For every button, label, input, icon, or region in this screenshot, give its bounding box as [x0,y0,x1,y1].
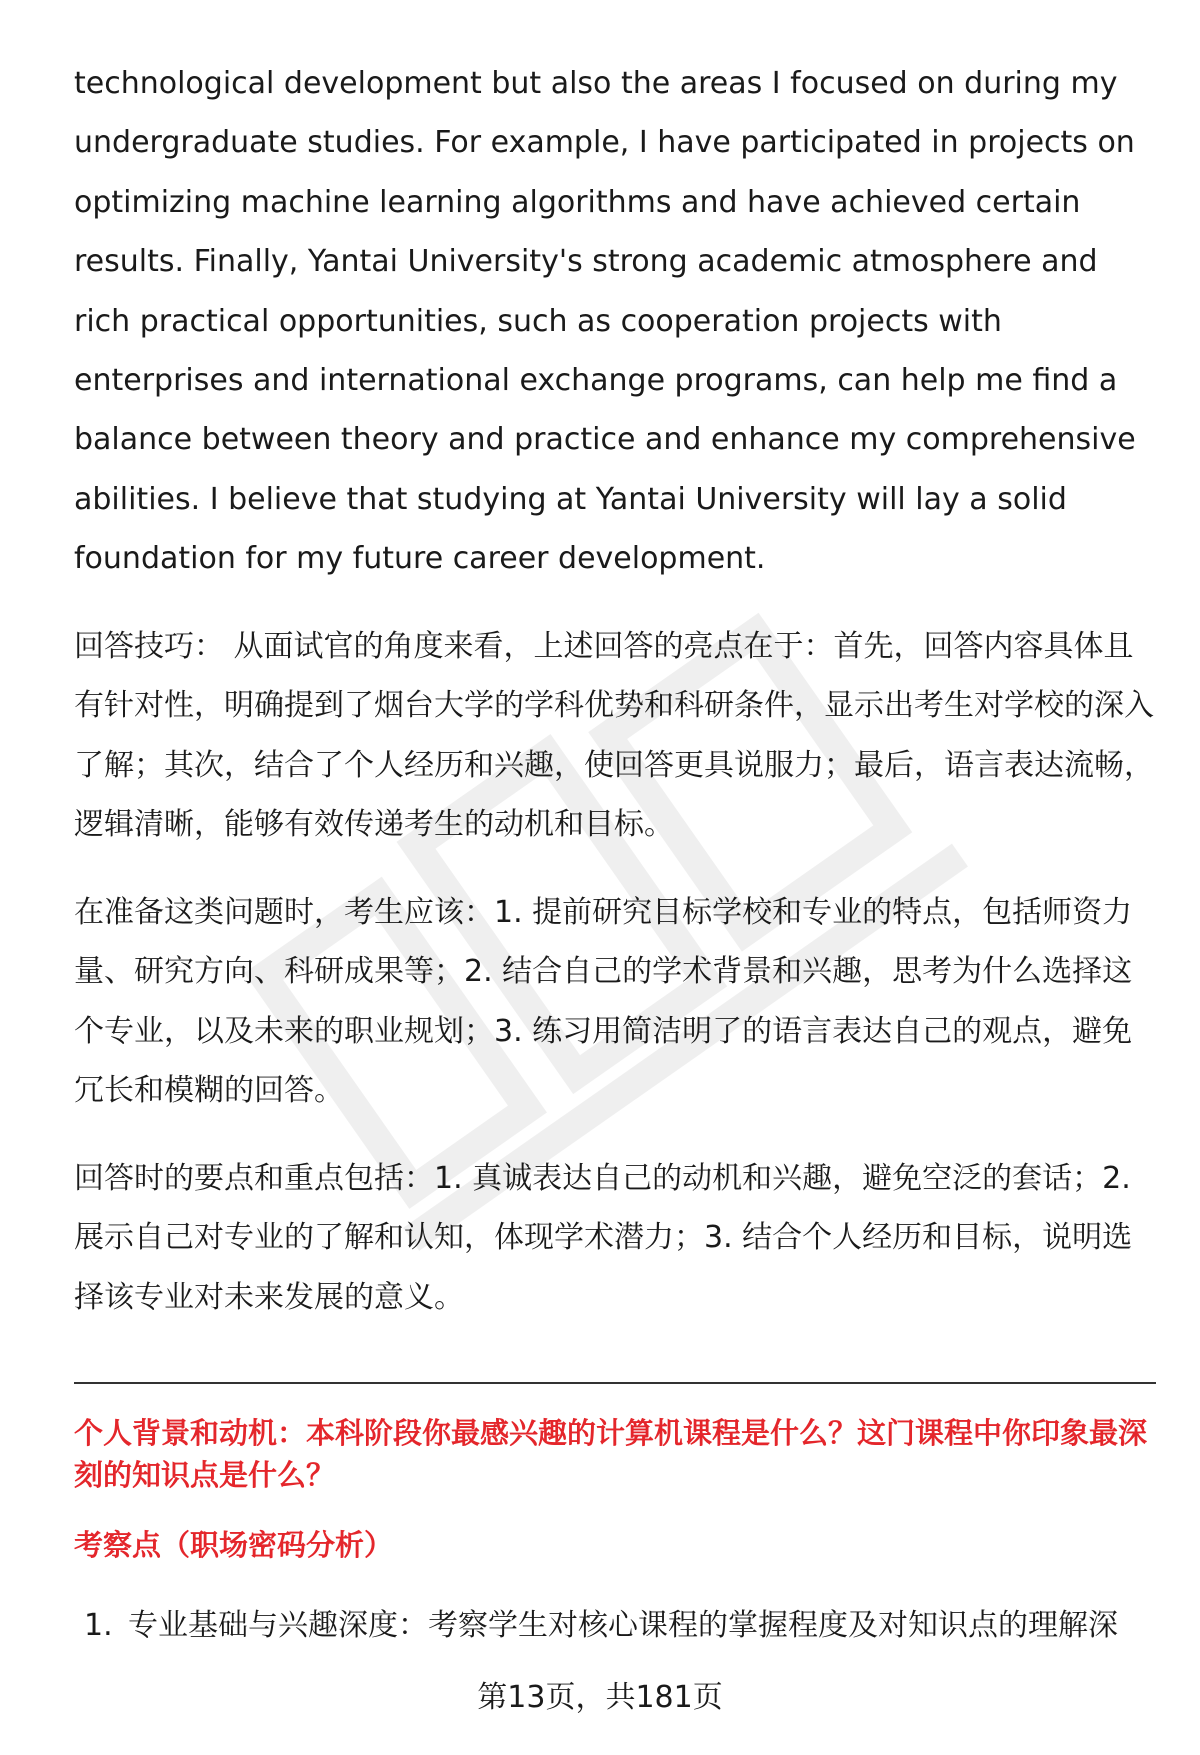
section-divider [74,1382,1156,1384]
paragraph-gap [74,1121,1154,1135]
paragraph-gap [74,855,1154,869]
english-answer-paragraph: technological development but also the areas I focused on during my undergraduate studies. For example, I have participated in projects on optimizing machine learning algorithms and have achieved certain results. Finally, Yantai University's strong academic atmosphere and rich practical opportunities, such as cooperation projects with enterprises and international exchange programs, can help me find a balance between theory and practice and enhance my comprehensive abilities. I believe that studying at Yantai University will lay a solid foundation for my future career development. [74,66,1136,577]
preparation-paragraph: 在准备这类问题时，考生应该：1. 提前研究目标学校和专业的特点，包括师资力量、研究方向、科研成果等；2. 结合自己的学术背景和兴趣，思考为什么选择这个专业，以及未来的职业规划；3. 练习用简洁明了的语言表达自己的观点，避免冗长和模糊的回答。 [74,894,1133,1109]
paragraph-gap [74,869,1154,883]
paragraph-gap [74,603,1154,617]
page-footer: 第13页，共181页 [477,1680,723,1715]
list-item-text: 专业基础与兴趣深度：考察学生对核心课程的掌握程度及对知识点的理解深 [128,1608,1118,1643]
document-body [74,54,1154,1327]
tips-paragraph: 回答技巧： 从面试官的角度来看，上述回答的亮点在于：首先，回答内容具体且有针对性，明确提到了烟台大学的学科优势和科研条件，显示出考生对学校的深入了解；其次，结合了个人经历和兴趣，使回答更具说服力；最后，语言表达流畅，逻辑清晰，能够有效传递考生的动机和目标。 [74,628,1154,843]
list-item-number: 1. [84,1608,113,1643]
question-title: 个人背景和动机：本科阶段你最感兴趣的计算机课程是什么？这门课程中你印象最深刻的知识点是什么？ [74,1416,1148,1492]
section-title: 考察点（职场密码分析） [74,1528,394,1562]
paragraph-gap [74,1135,1154,1149]
list-item [84,1602,1164,1650]
key-points-paragraph: 回答时的要点和重点包括：1. 真诚表达自己的动机和兴趣，避免空泛的套话；2. 展示自己对专业的了解和认知，体现学术潜力；3. 结合个人经历和目标，说明选择该专业对未来发展的意义。 [74,1160,1133,1315]
